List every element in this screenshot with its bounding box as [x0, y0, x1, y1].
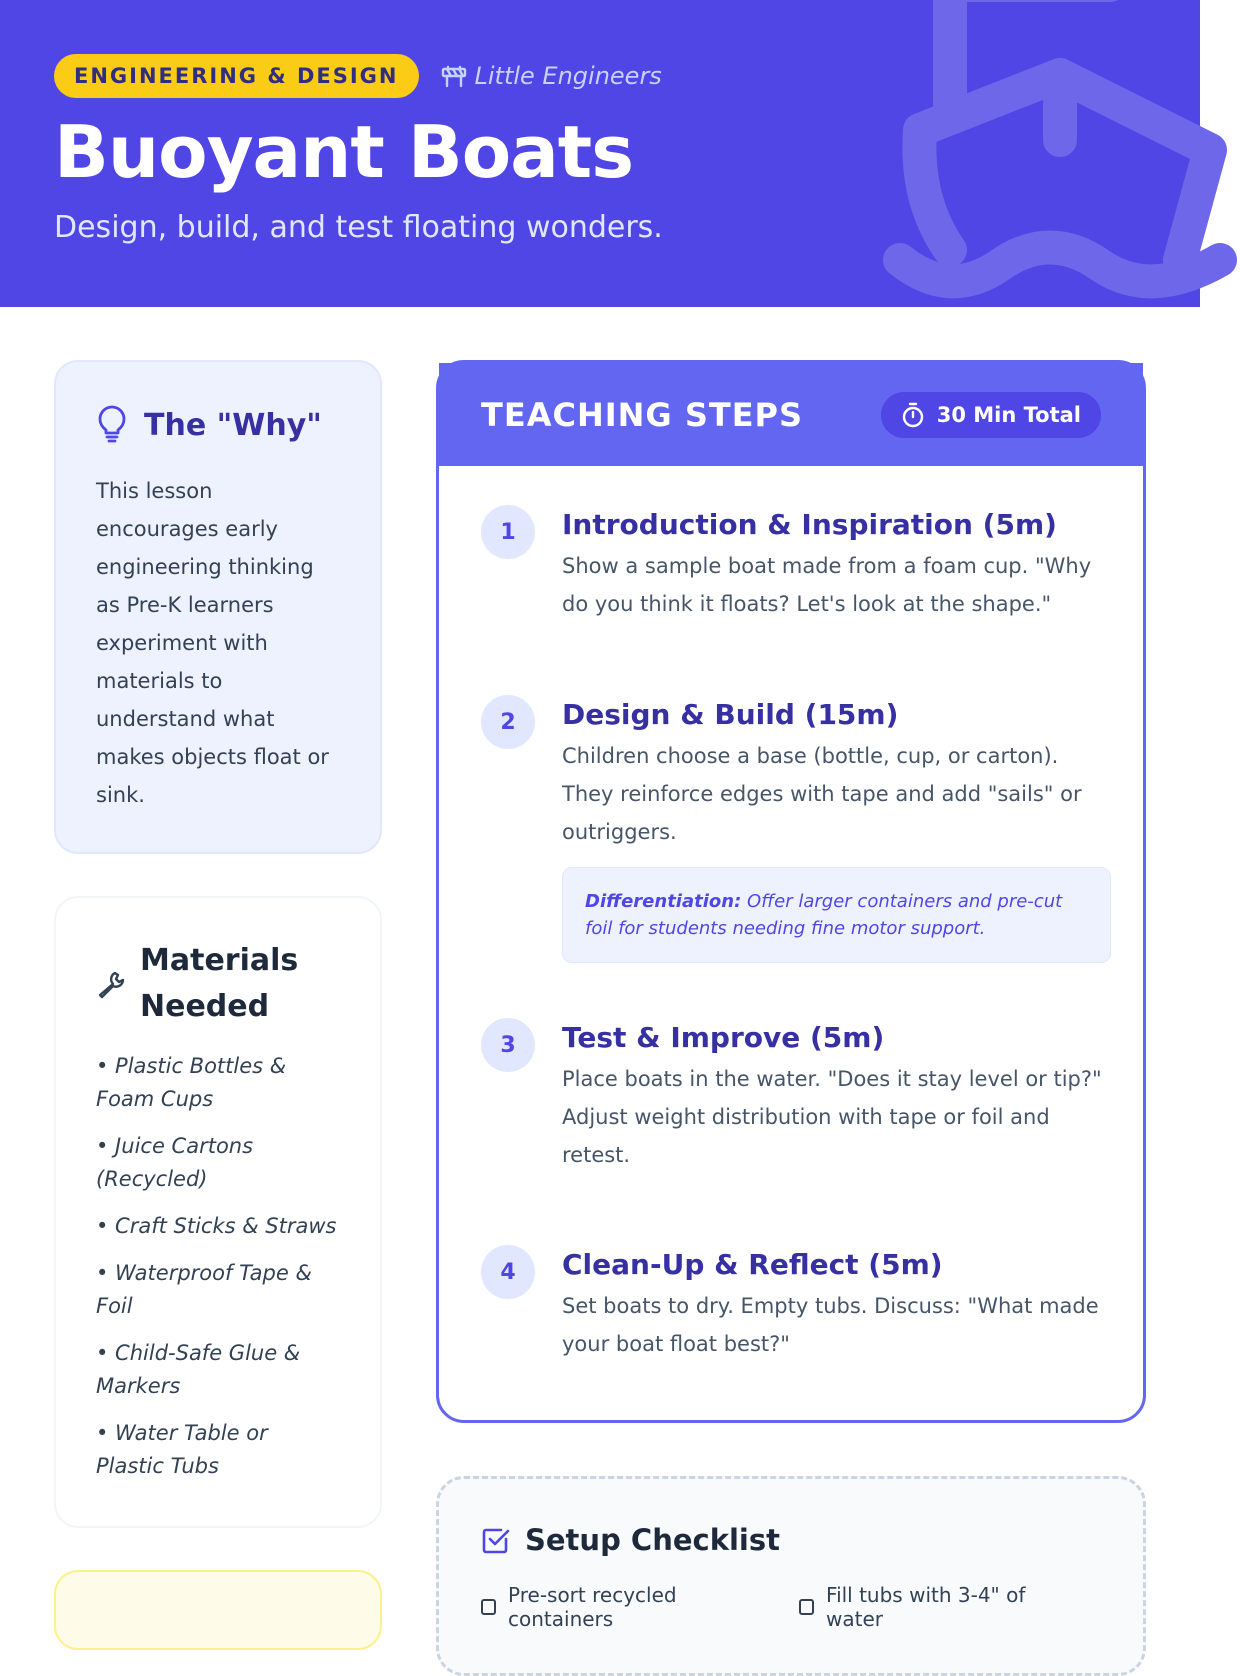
checklist-item-label: Pre-sort recycled containers: [508, 1583, 677, 1631]
materials-card: [54, 896, 382, 1528]
step-description: Children choose a base (bottle, cup, or carton). They reinforce edges with tape and add "sails" or outriggers.: [562, 744, 1082, 844]
steps-header: [439, 363, 1143, 466]
materials-header: [96, 938, 340, 1030]
header-meta-row: [54, 54, 662, 98]
checklist-title: Setup Checklist: [525, 1523, 780, 1557]
engineering-barrier-icon: [441, 64, 467, 88]
checklist-checkbox[interactable]: [799, 1599, 814, 1615]
step-number: 4: [481, 1245, 535, 1299]
step-2: [481, 695, 1111, 963]
list-item: • Craft Sticks & Straws: [96, 1214, 337, 1238]
step-title: Design & Build (15m): [562, 698, 899, 731]
lesson-header: [0, 0, 1200, 307]
differentiation-label: Differentiation:: [585, 891, 742, 912]
step-number: 1: [481, 505, 535, 559]
list-item: • Waterproof Tape & Foil: [96, 1261, 312, 1318]
step-description: Show a sample boat made from a foam cup. "Why do you think it floats? Let's look at the shape.": [562, 554, 1092, 616]
checklist-items: [481, 1583, 1101, 1631]
list-item: • Plastic Bottles & Foam Cups: [96, 1054, 287, 1111]
step-title: Clean-Up & Reflect (5m): [562, 1248, 943, 1281]
page-subtitle: Design, build, and test floating wonders.: [54, 210, 663, 245]
setup-checklist-card: [436, 1476, 1146, 1676]
checklist-item[interactable]: [799, 1583, 1067, 1631]
category-badge: ENGINEERING & DESIGN: [54, 54, 419, 98]
step-3: [481, 1018, 1111, 1174]
tip-card: [54, 1570, 382, 1650]
why-description: This lesson encourages early engineering thinking as Pre-K learners experiment with materials to understand what makes objects float or sink.: [96, 479, 329, 807]
checkbox-icon: [481, 1525, 511, 1555]
step-number: 3: [481, 1018, 535, 1072]
steps-title: TEACHING STEPS: [481, 395, 804, 434]
why-card-header: [96, 406, 340, 444]
differentiation-note: [562, 867, 1111, 963]
checklist-checkbox[interactable]: [481, 1599, 496, 1615]
wrench-icon: [96, 969, 126, 999]
step-1: [481, 505, 1111, 623]
brand-name: Little Engineers: [474, 62, 662, 90]
list-item: • Juice Cartons (Recycled): [96, 1134, 254, 1191]
step-4: [481, 1245, 1111, 1363]
list-item: • Child-Safe Glue & Markers: [96, 1341, 301, 1398]
differentiation-text: Offer larger containers and pre-cut foil for students needing fine motor support.: [585, 891, 1063, 939]
page-title: Buoyant Boats: [54, 110, 634, 194]
why-card: [54, 360, 382, 854]
stopwatch-icon: [901, 402, 925, 428]
lightbulb-icon: [96, 406, 128, 444]
materials-title: Materials Needed: [140, 943, 299, 1024]
checklist-item-label: Fill tubs with 3-4" of water: [826, 1583, 1026, 1631]
checklist-header: [481, 1523, 1101, 1557]
step-description: Place boats in the water. "Does it stay level or tip?" Adjust weight distribution with tape or foil and retest.: [562, 1067, 1102, 1167]
list-item: • Water Table or Plastic Tubs: [96, 1421, 268, 1478]
why-title: The "Why": [144, 407, 322, 443]
teaching-steps-card: [436, 360, 1146, 1423]
boat-on-wave-icon: [880, 0, 1240, 330]
step-number: 2: [481, 695, 535, 749]
step-title: Introduction & Inspiration (5m): [562, 508, 1057, 541]
step-description: Set boats to dry. Empty tubs. Discuss: "What made your boat float best?": [562, 1294, 1099, 1356]
brand-label: [441, 62, 662, 90]
materials-list: [96, 1050, 340, 1483]
step-title: Test & Improve (5m): [562, 1021, 885, 1054]
checklist-item[interactable]: [481, 1583, 765, 1631]
total-time-badge: [881, 392, 1101, 438]
total-time-label: 30 Min Total: [936, 402, 1081, 427]
